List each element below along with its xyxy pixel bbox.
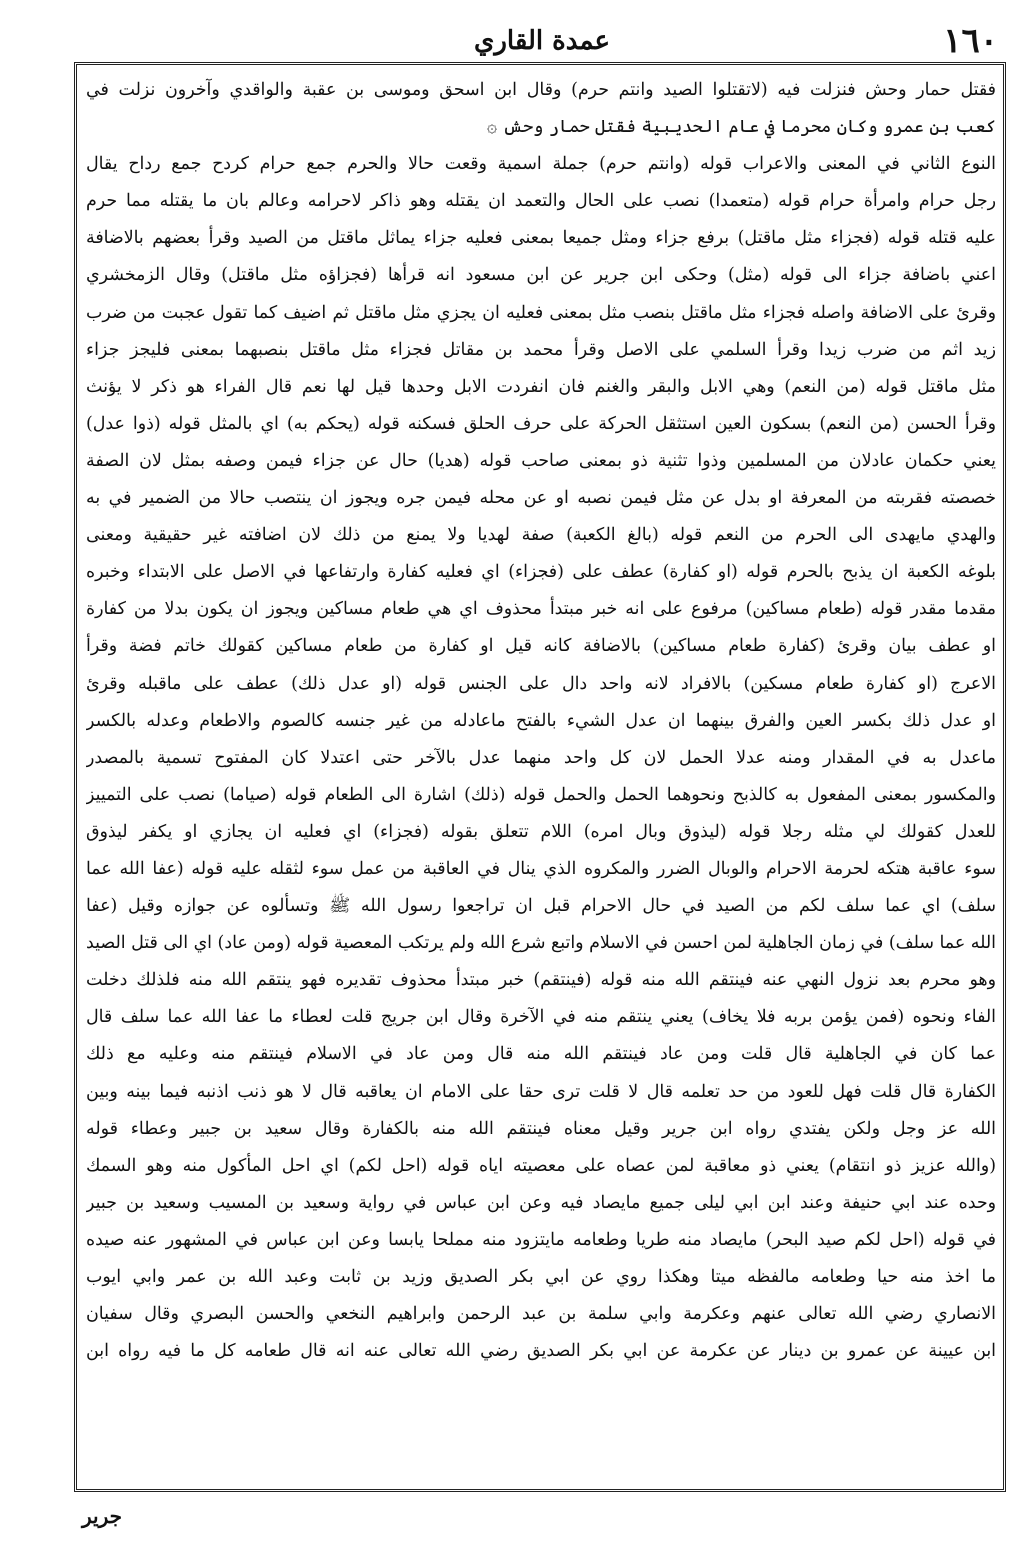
text-line: الفاء ونحوه (فمن يؤمن بربه فلا يخاف) يعني ينتقم منه في الآخرة وقال ابن جريج قلت لعطاء ما عفا الله عما سلف قال <box>86 1007 996 1028</box>
text-line: مقدما مقدر قوله (طعام مساكين) مرفوع على انه خبر مبتدأ محذوف اي هي طعام مساكين ويجوز ان يكون بدلا من كفارة <box>86 599 996 620</box>
text-line: عما كان في الجاهلية قال قلت ومن عاد فينتقم الله منه قال ومن عاد في الاسلام فينتقم منه وعليه مع ذلك <box>86 1044 996 1065</box>
text-line: خصصته فقربته من المعرفة او بدل عن مثل فيمن نصبه او عن محله فيمن جره ويجوز ان ينتصب حالا من الضمير في به <box>86 488 996 509</box>
text-line: النوع الثاني في المعنى والاعراب قوله (وانتم حرم) جملة اسمية وقعت حالا والحرم جمع حرام كردح جمع رداح يقال <box>86 154 996 175</box>
text-line: زيد اثم من ضرب زيدا وقرأ السلمي على الاصل وقرأ محمد بن مقاتل فجزاء مثل ماقتل بنصبهما بمعنى فليجز جزاء <box>86 339 996 360</box>
catchword: جرير <box>82 1504 122 1528</box>
text-line: الانصاري رضي الله تعالى عنهم وعكرمة وابي سلمة بن عبد الرحمن وابراهيم النخعي والحسن البصري وقال سفيان <box>86 1304 996 1325</box>
page-number: ١٦٠ <box>943 21 998 61</box>
text-line: او عدل ذلك بكسر العين والفرق بينهما ان عدل الشيء بالفتح ماعادله من غير جنسه كالصوم والاطعام وعدله بالكسر <box>86 710 996 731</box>
text-line: الله عما سلف) في زمان الجاهلية لمن احسن في الاسلام واتبع شرع الله ولم يرتكب المعصية قوله (ومن عاد) اي الى قتل الصيد <box>86 933 996 954</box>
text-line: (والله عزيز ذو انتقام) يعني ذو معاقبة لمن عصاه على معصيته اياه قوله (احل لكم) اي احل المأكول منه وهو السمك <box>86 1155 996 1176</box>
book-title: عمدة القاري <box>474 26 610 56</box>
text-line: الله عز وجل ولكن يفتدي رواه ابن جرير وقيل معناه فينتقم الله منه بالكفارة وقال سعيد بن جبير وعطاء قوله <box>86 1118 996 1139</box>
text-line: بلوغه الكعبة ان يذبح بالحرم قوله (او كفارة) عطف على (فجزاء) اي فعليه كفارة وارتفاعها في الاصل على الابتداء وخبره <box>86 562 996 583</box>
text-line: وهو محرم بعد نزول النهي عنه فينتقم الله منه قوله (فينتقم) خبر مبتدأ محذوف تقديره فهو ينتقم الله منه فلذلك دخلت <box>86 970 996 991</box>
text-line: وقرئ على الاضافة واصله فجزاء مثل ماقتل بنصب مثل بمعنى فعليه ان يجزي مثل ماقتل ثم اضيف كما تقول عجبت من ضرب <box>86 302 996 323</box>
text-line: الاعرج (او كفارة طعام مسكين) بالافراد لانه واحد دال على الجنس قوله (او عدل ذلك) عطف على ماقبله وقرئ <box>86 673 996 694</box>
text-line: فقتل حمار وحش فنزلت فيه (لاتقتلوا الصيد وانتم حرم) وقال ابن اسحق وموسى بن عقبة والواقدي وآخرون نزلت في <box>86 80 996 100</box>
text-line: في قوله (احل لكم صيد البحر) مايصاد منه طريا وطعامه مايتزود منه مملحا يابسا وعن ابن عباس في المشهور عنه صيده <box>86 1229 996 1250</box>
text-body <box>86 72 996 1484</box>
text-line: يعني حكمان عادلان من المسلمين وذوا تثنية ذو بمعنى صاحب قوله (هديا) حال عن جزاء فيمن وصفه بمثل لان الصفة <box>86 450 996 471</box>
text-line: الكفارة قال قلت فهل للعود من حد تعلمه قال لا قلت ترى حقا على الامام ان يعاقبه قال لا هو ذنب اذنبه فيما بينه وبين <box>86 1081 996 1102</box>
text-line: عليه قتله قوله (فجزاء مثل ماقتل) برفع جزاء ومثل جميعا بمعنى فعليه جزاء يماثل ماقتل من الصيد وقرأ بعضهم بالاضافة <box>86 228 996 249</box>
text-line: اعني باضافة جزاء الى قوله (مثل) وحكى ابن جرير عن ابن مسعود انه قرأها (فجزاؤه مثل ماقتل) وقال الزمخشري <box>86 265 996 286</box>
text-line: رجل حرام وامرأة حرام قوله (متعمدا) نصب على الحال والتعمد ان يقتله وهو ذاكر لاحرامه وعالم بان ما يقتله مما حرم <box>86 191 996 212</box>
text-line: والهدي مايهدى الى الحرم من النعم قوله (بالغ الكعبة) صفة لهديا ولا يمنع من ذلك لان اضافته غير حقيقية ومعنى <box>86 525 996 546</box>
page-header <box>72 18 1012 64</box>
text-line: سوء عاقبة هتكه لحرمة الاحرام والوبال الضرر والمكروه الذي ينال في العاقبة من عمل سوء لثقله عليه قوله (عفا الله عما <box>86 858 996 879</box>
text-line: ما اخذ منه حيا وطعامه مالفظه ميتا وهكذا روي عن ابي بكر الصديق وزيد بن ثابت وعبد الله بن عمر وابي ايوب <box>86 1267 996 1287</box>
text-line: كعب بن عمرو وكان محرما في عام الحديبية فقتل حمار وحش ۞ <box>486 117 996 138</box>
text-line: وقرأ الحسن (من النعم) بسكون العين استثقل الحركة على حرف الحلق فسكنه قوله (يحكم به) اي بالمثل قوله (ذوا عدل) <box>86 413 996 434</box>
text-line: للعدل كقولك لي مثله رجلا قوله (ليذوق وبال امره) اللام تتعلق بقوله (فجزاء) اي فعليه ان يجازي او يكفر ليذوق <box>86 821 996 842</box>
text-line: وحده عند ابي حنيفة وعند ابن ابي ليلى جميع مايصاد فيه وعن ابن عباس في رواية وسعيد بن المسيب وسعيد بن جبير <box>86 1192 996 1213</box>
text-line: والمكسور بمعنى المفعول به كالذبح ونحوهما الحمل والحمل قوله (ذلك) اشارة الى الطعام قوله (صياما) نصب على التمييز <box>86 784 996 805</box>
text-line: سلف) اي عما سلف لكم من الصيد في حال الاحرام قبل ان تراجعوا رسول الله ﷺ وتسألوه عن جوازه وقيل (عفا <box>86 896 996 917</box>
text-line: ابن عيينة عن عمرو بن دينار عن عكرمة عن ابي بكر الصديق رضي الله تعالى عنه انه قال طعامه كل ما فيه رواه ابن <box>86 1341 996 1362</box>
text-line: مثل ماقتل قوله (من النعم) وهي الابل والبقر والغنم فان انفردت الابل وحدها قيل لها نعم قال الفراء هو ذكر لا يؤنث <box>86 376 996 397</box>
text-line: او عطف بيان وقرئ (كفارة طعام مساكين) بالاضافة كانه قيل او كفارة من طعام مساكين كقولك خاتم فضة وقرأ <box>86 636 996 657</box>
text-line: ماعدل به في المقدار ومنه عدلا الحمل لان كل واحد منهما عدل بالآخر حتى اعتدلا كان المفتوح تسمية بالمصدر <box>86 747 996 768</box>
